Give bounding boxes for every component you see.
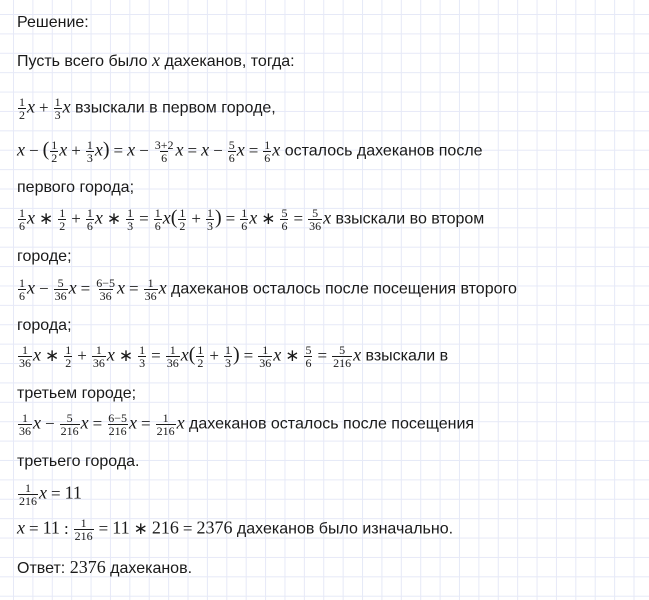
- line-5-text: взыскали в: [365, 347, 449, 365]
- intro-before: Пусть всего было: [17, 53, 152, 70]
- fraction: $\frac{1}{2}$: [19, 95, 25, 122]
- fraction: $\frac{1}{3}$: [54, 95, 61, 122]
- line-6-text: дахеканов осталось после посещения: [189, 415, 475, 433]
- line-2-text: осталось дахеканов после: [284, 142, 483, 160]
- equation-line-5: $\frac{1}{36}$ x ∗ $\frac{1}{2}$ + $\frac{1}{36}$ x ∗ $\frac{1}{3}$ = $\frac{1}{36}$ x( $\frac{1}{2}$ + $\frac{1}{3}$ ) = $\frac{1}{36}$ x ∗ $\frac{5}{6}$ = $\frac{5}{216}$ x взыскали в: [19, 343, 449, 370]
- equation-line-1: $\frac{1}{2}$ x + $\frac{1}{3}$ x взыскали в первом городе,: [19, 95, 276, 122]
- line-4-text: дахеканов осталось после посещения второго: [171, 280, 517, 298]
- line-4-cont: города;: [17, 317, 72, 334]
- line-1-text: взыскали в первом городе,: [75, 99, 276, 117]
- line-8-text: дахеканов было изначально.: [236, 520, 454, 538]
- equation-line-3: $\frac{1}{6}$ x ∗ $\frac{1}{2}$ + $\frac{1}{6}$ x ∗ $\frac{1}{3}$ = $\frac{1}{6}$ x( $\frac{1}{2}$ + $\frac{1}{3}$ ) = $\frac{1}{6}$ x ∗ $\frac{5}{6}$ = $\frac{5}{36}$ x взыскали во втором: [19, 206, 485, 233]
- equation-line-8: x = 11 : $\frac{1}{216}$ = 11 ∗ 216 = 2376 дахеканов было изначально.: [17, 516, 454, 543]
- intro-after: дахеканов, тогда:: [160, 53, 295, 70]
- solution-heading: [17, 13, 89, 33]
- equation-line-2: x − ( $\frac{1}{2}$ x + $\frac{1}{3}$ x) = x − $\frac{3+2}{6}$ x = x − $\frac{5}{6}$ x = $\frac{1}{6}$ x осталось дахеканов после: [17, 138, 483, 165]
- line-3-cont: городе;: [17, 248, 72, 265]
- line-6-cont: третьего города.: [17, 453, 140, 470]
- equation-line-7: $\frac{1}{216}$ x = 11: [19, 481, 82, 508]
- equation-line-4: $\frac{1}{6}$ x − $\frac{5}{36}$ x = $\frac{6-5}{36}$ x = $\frac{1}{36}$ x дахеканов осталось после посещения второго: [19, 276, 517, 303]
- intro-line: [17, 50, 295, 72]
- answer-unit: дахеканов.: [105, 560, 193, 577]
- line-3-text: взыскали во втором: [335, 210, 485, 228]
- answer-line: [17, 557, 192, 579]
- var-x: x: [152, 50, 160, 70]
- heading-text: Решение:: [17, 14, 89, 31]
- answer-value: 2376: [69, 557, 106, 577]
- answer-label: Ответ:: [17, 560, 70, 577]
- line-5-cont: третьем городе;: [17, 385, 137, 402]
- equation-line-6: $\frac{1}{36}$ x − $\frac{5}{216}$ x = $\frac{6-5}{216}$ x = $\frac{1}{216}$ x дахеканов осталось после посещения: [19, 411, 475, 438]
- line-2-cont: первого города;: [17, 179, 135, 196]
